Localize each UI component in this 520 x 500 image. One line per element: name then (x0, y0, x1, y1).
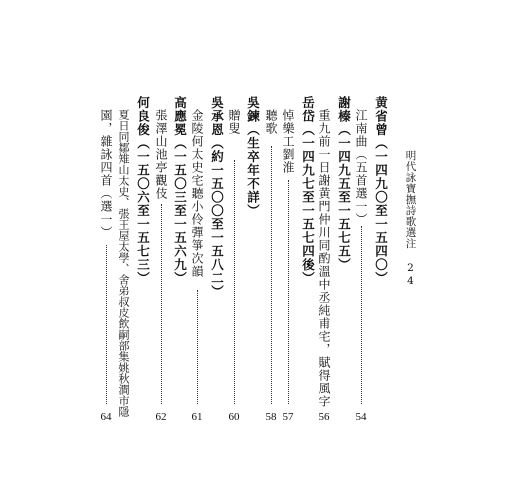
dot-leader (234, 160, 235, 404)
poem-title: 金陵何太史宅聽小伶彈箏次韻 (190, 109, 204, 278)
author-heading: 高應冕（一五〇三至一五六九） (172, 96, 188, 285)
toc-page-number: 62 (155, 411, 167, 423)
author-heading: 何良俊（一五〇六至一五七三） (135, 96, 151, 285)
toc-page-number: 57 (282, 411, 294, 423)
author-heading: 吳承恩（約一五〇〇至一五八二） (209, 96, 225, 299)
poem-title: 聽歌 (264, 109, 278, 135)
dot-leader (361, 226, 362, 404)
dot-leader (288, 180, 289, 404)
dot-leader (271, 146, 272, 404)
author-heading: 岳岱（一四九七至一五七四後） (300, 96, 316, 285)
poem-title-continuation: 園，雜詠四首（選一） (99, 109, 113, 239)
poem-title: 張澤山池亭觀伎 (154, 109, 168, 200)
poem-title: 江南曲（五首選一） (354, 109, 368, 226)
dot-leader (197, 290, 198, 404)
toc-page-number: 56 (318, 411, 330, 423)
poem-title: 悼樂工劉淮 (281, 109, 295, 174)
author-heading: 吳鍊（生卒年不詳） (245, 96, 261, 218)
author-heading: 謝榛（一四九五至一五七五） (336, 96, 352, 272)
toc-page-number: 60 (228, 411, 240, 423)
toc-page-number: 64 (100, 411, 112, 423)
poem-title: 重九前一日謝黄門仲川同酌溫中丞純甫宅，賦得風字 (317, 109, 331, 408)
toc-page-number: 61 (191, 411, 203, 423)
toc-page-number: 54 (355, 411, 367, 423)
author-heading: 黄省曾（一四九〇至一五四〇） (373, 96, 389, 285)
toc-page-number: 58 (265, 411, 277, 423)
dot-leader (161, 204, 162, 404)
running-header-title: 明代詠寶撫詩歌選注 (404, 150, 417, 249)
poem-title: 夏日同鄒雉山太史、張王屋太學、舍弟叔皮飲嗣部集姚秋澗市隱 (117, 109, 130, 417)
page-number: 24 (404, 262, 417, 288)
dot-leader (106, 245, 107, 404)
poem-title: 贈叟 (227, 109, 241, 135)
